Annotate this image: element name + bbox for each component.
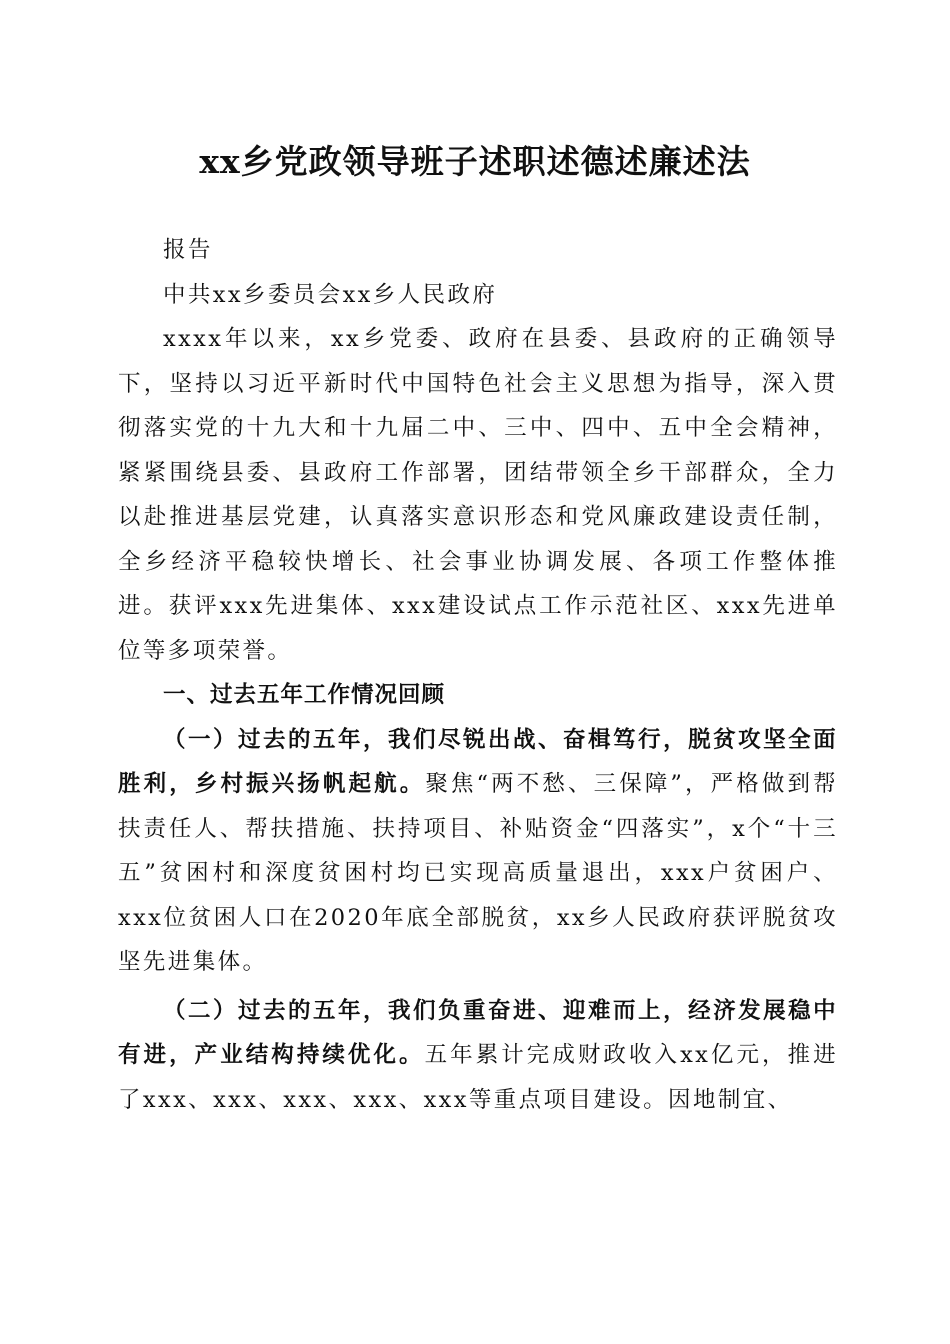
item-1-lead: （一）过去的五年，我们尽锐出战、奋楫笃行，脱贫攻坚全面胜利，乡村振兴扬帆起航。 bbox=[118, 726, 838, 797]
item-2-lead: （二）过去的五年，我们负重奋进、迎难而上，经济发展稳中有进，产业结构持续优化。 bbox=[118, 997, 838, 1068]
item-2-body: 五年累计完成财政收入xx亿元，推进了xxx、xxx、xxx、xxx、xxx等重点项目建设。因地制宜、 bbox=[118, 1042, 838, 1113]
intro-paragraph: xxxx年以来，xx乡党委、政府在县委、县政府的正确领导下，坚持以习近平新时代中国特色社会主义思想为指导，深入贯彻落实党的十九大和十九届二中、三中、四中、五中全会精神，紧紧围绕县委、县政府工作部署，团结带领全乡干部群众，全力以赴推进基层党建，认真落实意识形态和党风廉政建设责任制，全乡经济平稳较快增长、社会事业协调发展、各项工作整体推进。获评xxx先进集体、xxx建设试点工作示范社区、xxx先进单位等多项荣誉。 bbox=[118, 326, 838, 664]
section-heading: 一、过去五年工作情况回顾 bbox=[163, 682, 446, 708]
item-2-paragraph bbox=[118, 989, 838, 1123]
document-body bbox=[118, 228, 838, 1122]
issuer-line: 中共xx乡委员会xx乡人民政府 bbox=[163, 281, 498, 308]
document-title: xx乡党政领导班子述职述德述廉述法 bbox=[199, 142, 751, 181]
item-1-body: 聚焦“两不愁、三保障”，严格做到帮扶责任人、帮扶措施、扶持项目、补贴资金“四落实”，x个“十三五”贫困村和深度贫困村均已实现高质量退出，xxx户贫困户、xxx位贫困人口在2020年底全部脱贫，xx乡人民政府获评脱贫攻坚先进集体。 bbox=[118, 771, 838, 975]
subtitle-line: 报告 bbox=[163, 237, 213, 263]
item-1-paragraph bbox=[118, 718, 838, 985]
